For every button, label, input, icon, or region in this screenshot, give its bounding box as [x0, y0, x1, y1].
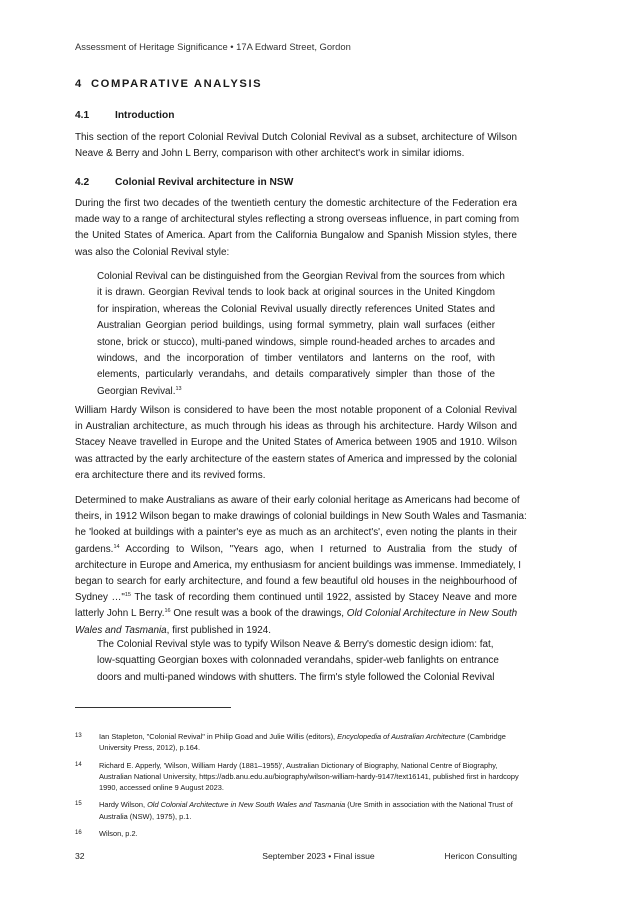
text-line: theirs, in 1912 Wilson began to make drawings of colonial buildings in New South Wales and Tasmania: [75, 511, 527, 523]
subsection-heading-colonial-revival [75, 177, 293, 188]
colonial-revival-paragraph-4 [97, 637, 499, 686]
subsection-title: Introduction [115, 110, 175, 121]
text-line: doors and multi-paned windows with shutters. The firm's style followed the Colonial Revival [97, 671, 495, 683]
footnotes [75, 731, 520, 845]
text-run: , first published in 1924. [166, 624, 271, 636]
section-heading [75, 78, 262, 90]
footnote-ref-13[interactable]: 13 [175, 385, 182, 392]
text-line: made way to a range of architectural styles reflecting a strong overseas influence, in part coming from [75, 214, 520, 226]
footer-issue: September 2023 • Final issue [262, 851, 375, 861]
colonial-revival-paragraph-1 [75, 196, 520, 261]
text-line: elements, particularly verandahs, and details comparatively simpler than those of the [97, 369, 495, 381]
text-line: Stacey Neave travelled in Europe and the United States of America between 1905 and 1910. Wilson [75, 437, 517, 449]
text-line: Australian Georgian period buildings, using formal symmetry, plain wall surfaces (either [97, 320, 495, 332]
subsection-number: 4.1 [75, 110, 90, 121]
text-line [75, 606, 517, 622]
text-line: began to search for early architecture, and found a few beautiful old houses in the neighbourhood of [75, 576, 517, 588]
text-line: stone, brick or stucco), multi-paned windows, simple round-headed arches to arcades and [97, 336, 495, 348]
footnote-text [99, 731, 520, 754]
text-run: (Cambridge University Press, 2012), p.164. [99, 732, 506, 753]
footnote-text [99, 799, 520, 822]
text-line: was also the Colonial Revival style: [75, 246, 230, 258]
section-number: 4 [75, 78, 83, 90]
text-line: The Colonial Revival style was to typify Wilson Neave & Berry's domestic design idiom: fat, [97, 639, 494, 650]
text-line: era architecture there and its revived forms. [75, 469, 266, 481]
text-run: Richard E. Apperly, 'Wilson, William Hardy (1881–1955)', Australian Dictionary of Biography, National Centre of Biography, Australian National University, https://adb.anu.edu.au/biography/wilson-william-hardy-9147/text16141, published first in hardcopy 1990, accessed online 9 August 2023. [99, 760, 519, 793]
footnote-number: 15 [75, 801, 82, 808]
text-line: Determined to make Australians as aware of their early colonial heritage as Americans had become of [75, 495, 520, 506]
book-title: Wales and Tasmania [75, 624, 167, 636]
footnote-ref-15[interactable]: 15 [124, 592, 131, 599]
footnote-number: 16 [75, 830, 82, 837]
text-run: Wilson, p.2. [99, 829, 138, 839]
footnote-divider [75, 707, 231, 708]
colonial-revival-paragraph-3 [75, 493, 527, 639]
text-line: the United States of America. Apart from the California Bungalow and Spanish Mission styles, there [75, 230, 517, 242]
text-line: it is drawn. Georgian Revival tends to look back at original sources in the United Kingdom [97, 287, 495, 299]
text-run: latterly John L Berry. [75, 608, 165, 620]
text-line: During the first two decades of the twentieth century the domestic architecture of the Federation era [75, 198, 517, 209]
text-run: Sydney …" [75, 592, 125, 604]
text-line [97, 384, 495, 400]
text-run: According to Wilson, "Years ago, when I returned to Australia from the study of [119, 543, 517, 555]
subsection-heading-introduction [75, 110, 174, 121]
colonial-revival-paragraph-2 [75, 403, 517, 484]
text-line: he 'looked at buildings with a painter's eye as much as an architect's', even noting the plants in their [75, 527, 517, 539]
text-line: William Hardy Wilson is considered to have been the most notable proponent of a Colonial Revival [75, 405, 517, 416]
subsection-title: Colonial Revival architecture in NSW [115, 177, 294, 188]
text-line: Colonial Revival can be distinguished from the Georgian Revival from the sources from which [97, 271, 505, 282]
section-title: COMPARATIVE ANALYSIS [91, 78, 263, 90]
introduction-paragraph [75, 130, 517, 162]
footnote-text [99, 760, 520, 794]
footer-company: Hericon Consulting [444, 851, 517, 861]
footnote-number: 14 [75, 761, 82, 768]
text-line: low-squatting Georgian boxes with colonnaded verandahs, spider-web fanlights on entrance [97, 655, 499, 667]
footnote-13 [75, 731, 520, 754]
footnote-16 [75, 828, 520, 839]
text-line [75, 590, 517, 606]
text-line: windows, and the incorporation of timber ventilators and lanterns on the roof, with [97, 353, 495, 365]
text-line [75, 542, 517, 558]
text-run: (Ure Smith in association with the National Trust of Australia (NSW), 1975), p.1. [99, 800, 513, 821]
citation-title: Old Colonial Architecture in New South Wales and Tasmania [147, 800, 346, 810]
footnote-14 [75, 760, 520, 794]
footnote-ref-16[interactable]: 16 [164, 608, 171, 615]
text-run: The task of recording them continued until 1922, assisted by Stacey Neave and more [131, 592, 518, 604]
footnote-text [99, 828, 520, 839]
block-quote [97, 269, 505, 400]
book-title: Old Colonial Architecture in New South [346, 608, 518, 620]
footnote-ref-14[interactable]: 14 [113, 543, 120, 550]
text-line: was attracted by the early architecture of the eastern states of America and impressed by the colonial [75, 453, 517, 465]
footnote-number: 13 [75, 733, 82, 739]
text-run: Ian Stapleton, "Colonial Revival" in Philip Goad and Julie Willis (editors), [99, 732, 338, 741]
text-run: Hardy Wilson, [99, 800, 148, 810]
subsection-number: 4.2 [75, 177, 90, 188]
text-run: gardens. [75, 543, 114, 555]
text-run: One result was a book of the drawings, [170, 608, 347, 620]
citation-title: Encyclopedia of Australian Architecture [337, 732, 466, 741]
footer-page-number: 32 [75, 851, 85, 861]
text-line: Neave & Berry and John L Berry, comparison with other architect's work in similar idioms. [75, 148, 465, 160]
text-line: architecture in Europe and America, my enthusiasm for ancient buildings was immense. Immediately, I [75, 559, 522, 571]
running-header: Assessment of Heritage Significance • 17A Edward Street, Gordon [75, 41, 351, 52]
text-line: in Australian architecture, as much through his ideas as through his architecture. Hardy Wilson and [75, 421, 517, 433]
footnote-15 [75, 799, 520, 822]
text-line: for inspiration, whereas the Colonial Revival usually directly references United States and [97, 303, 495, 315]
quote-last-line: Georgian Revival. [97, 385, 176, 397]
text-line: This section of the report Colonial Revival Dutch Colonial Revival as a subset, architecture of Wilson [75, 132, 517, 143]
